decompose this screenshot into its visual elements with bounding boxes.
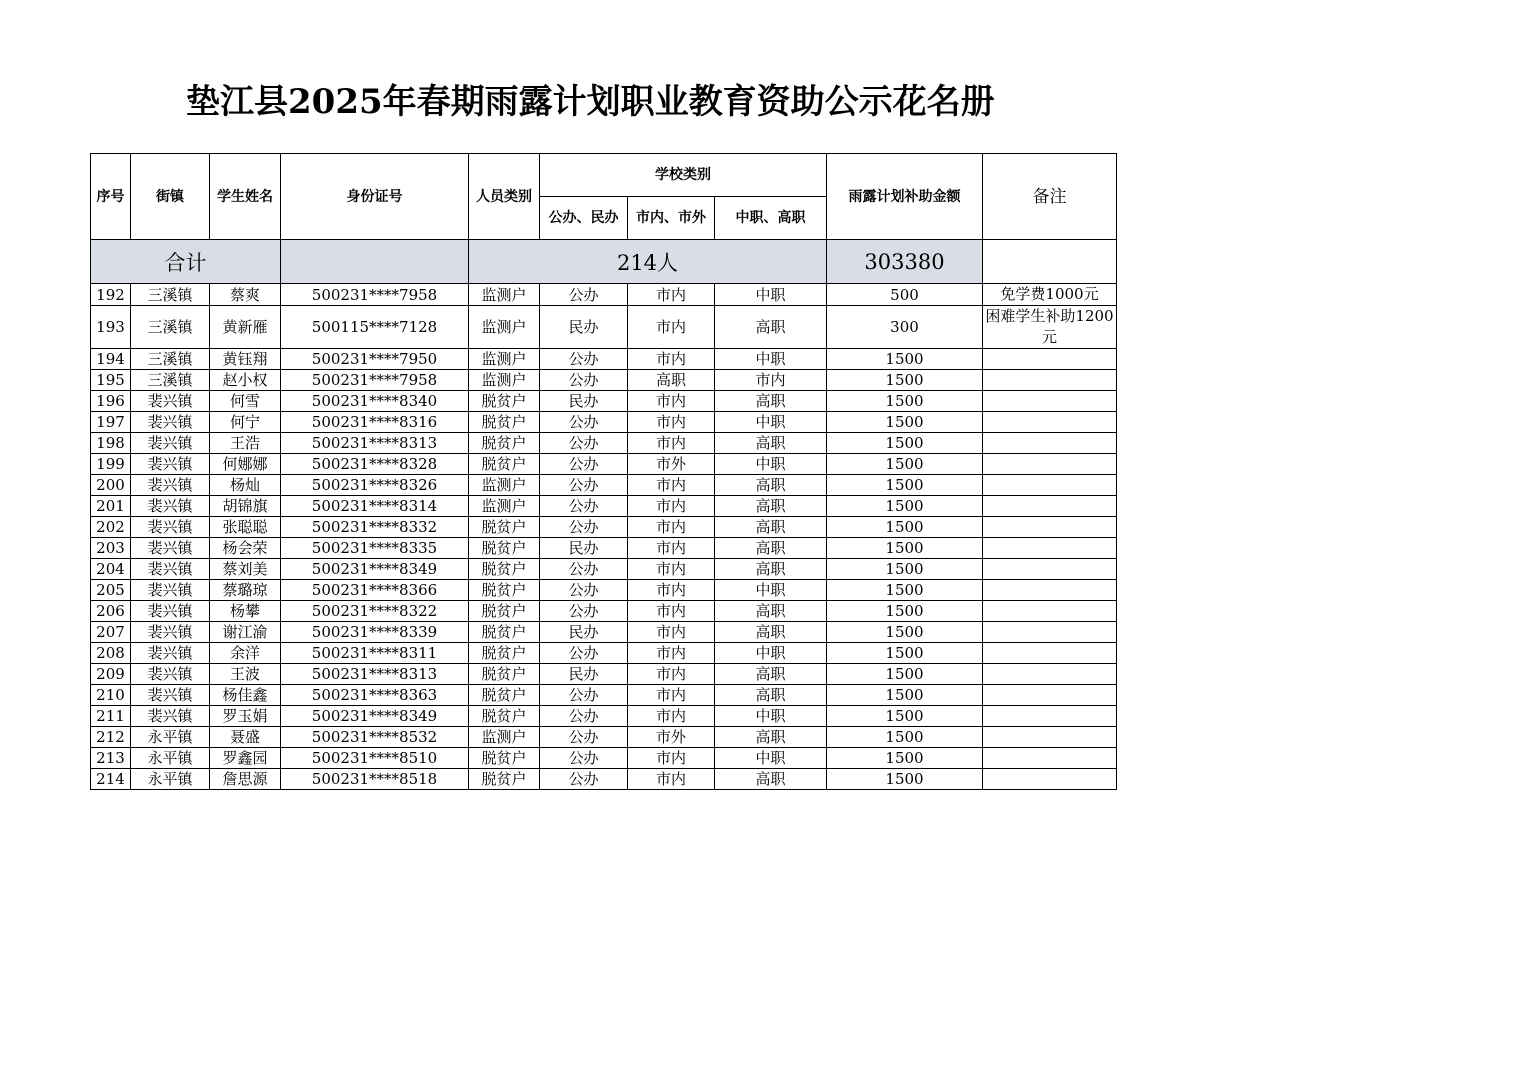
cell-amount: 1500 [827,748,983,769]
header-town: 街镇 [131,154,210,240]
cell-town: 裴兴镇 [131,538,210,559]
cell-school-level: 高职 [715,538,827,559]
cell-school-level: 高职 [715,306,827,349]
cell-amount: 1500 [827,685,983,706]
cell-school-level: 高职 [715,664,827,685]
header-school-ownership: 公办、民办 [540,197,628,240]
cell-remark [983,559,1117,580]
cell-amount: 1500 [827,769,983,790]
cell-remark [983,538,1117,559]
cell-person-type: 脱贫户 [469,538,540,559]
cell-amount: 1500 [827,496,983,517]
cell-id-number: 500231****8322 [281,601,469,622]
cell-person-type: 脱贫户 [469,412,540,433]
cell-school-location: 市内 [628,306,715,349]
cell-school-location: 高职 [628,370,715,391]
cell-town: 裴兴镇 [131,496,210,517]
cell-amount: 1500 [827,664,983,685]
cell-remark: 困难学生补助1200元 [983,306,1117,349]
cell-town: 裴兴镇 [131,580,210,601]
total-id-cell [281,240,469,284]
cell-school-ownership: 公办 [540,601,628,622]
table-row [91,517,1117,538]
cell-school-level: 中职 [715,454,827,475]
cell-student-name: 蔡爽 [210,284,281,306]
cell-school-level: 中职 [715,412,827,433]
table-row [91,412,1117,433]
table-row [91,475,1117,496]
cell-town: 三溪镇 [131,284,210,306]
table-row [91,580,1117,601]
cell-town: 裴兴镇 [131,706,210,727]
cell-school-level: 中职 [715,349,827,370]
cell-amount: 300 [827,306,983,349]
cell-remark [983,349,1117,370]
cell-person-type: 脱贫户 [469,580,540,601]
cell-student-name: 何娜娜 [210,454,281,475]
cell-school-location: 市内 [628,496,715,517]
header-person-type: 人员类别 [469,154,540,240]
cell-person-type: 脱贫户 [469,454,540,475]
table-header [91,154,1117,240]
cell-person-type: 脱贫户 [469,517,540,538]
cell-person-type: 脱贫户 [469,685,540,706]
cell-amount: 1500 [827,643,983,664]
cell-student-name: 蔡刘美 [210,559,281,580]
cell-town: 永平镇 [131,727,210,748]
cell-school-ownership: 公办 [540,412,628,433]
cell-seq: 207 [91,622,131,643]
cell-school-ownership: 公办 [540,748,628,769]
cell-person-type: 脱贫户 [469,601,540,622]
cell-remark [983,601,1117,622]
cell-school-ownership: 民办 [540,391,628,412]
cell-school-ownership: 民办 [540,306,628,349]
cell-student-name: 谢江渝 [210,622,281,643]
cell-id-number: 500231****8363 [281,685,469,706]
cell-person-type: 脱贫户 [469,643,540,664]
cell-amount: 500 [827,284,983,306]
cell-id-number: 500231****8328 [281,454,469,475]
cell-school-location: 市内 [628,664,715,685]
cell-school-location: 市内 [628,412,715,433]
cell-town: 裴兴镇 [131,517,210,538]
cell-town: 裴兴镇 [131,601,210,622]
total-section [91,240,1117,284]
cell-remark [983,454,1117,475]
table-row [91,391,1117,412]
cell-town: 裴兴镇 [131,559,210,580]
cell-town: 裴兴镇 [131,622,210,643]
cell-person-type: 脱贫户 [469,622,540,643]
cell-school-level: 高职 [715,496,827,517]
cell-amount: 1500 [827,538,983,559]
cell-student-name: 杨会荣 [210,538,281,559]
cell-amount: 1500 [827,475,983,496]
cell-person-type: 脱贫户 [469,664,540,685]
cell-student-name: 詹思源 [210,769,281,790]
cell-school-ownership: 公办 [540,706,628,727]
table-row [91,454,1117,475]
total-label: 合计 [91,240,281,284]
cell-remark [983,580,1117,601]
header-school-location: 市内、市外 [628,197,715,240]
cell-amount: 1500 [827,433,983,454]
cell-school-location: 市内 [628,517,715,538]
cell-school-ownership: 公办 [540,349,628,370]
cell-student-name: 黄钰翔 [210,349,281,370]
cell-seq: 204 [91,559,131,580]
header-remark: 备注 [983,154,1117,240]
cell-person-type: 脱贫户 [469,391,540,412]
cell-seq: 201 [91,496,131,517]
cell-remark [983,685,1117,706]
cell-seq: 197 [91,412,131,433]
table-row [91,433,1117,454]
cell-school-level: 市内 [715,370,827,391]
table-row [91,496,1117,517]
cell-student-name: 胡锦旗 [210,496,281,517]
table-row [91,622,1117,643]
cell-school-ownership: 公办 [540,370,628,391]
cell-school-ownership: 公办 [540,769,628,790]
total-row [91,240,1117,284]
cell-seq: 211 [91,706,131,727]
header-school-level: 中职、高职 [715,197,827,240]
cell-town: 三溪镇 [131,349,210,370]
cell-seq: 212 [91,727,131,748]
cell-id-number: 500231****7958 [281,370,469,391]
cell-school-location: 市内 [628,580,715,601]
cell-student-name: 余洋 [210,643,281,664]
cell-seq: 205 [91,580,131,601]
cell-seq: 195 [91,370,131,391]
total-amount: 303380 [827,240,983,284]
cell-school-level: 中职 [715,748,827,769]
cell-remark [983,643,1117,664]
header-student-name: 学生姓名 [210,154,281,240]
table-row [91,748,1117,769]
cell-remark [983,748,1117,769]
table-row [91,370,1117,391]
cell-student-name: 何宁 [210,412,281,433]
cell-school-level: 中职 [715,643,827,664]
cell-school-ownership: 公办 [540,643,628,664]
cell-town: 裴兴镇 [131,433,210,454]
cell-town: 裴兴镇 [131,412,210,433]
cell-seq: 203 [91,538,131,559]
cell-student-name: 何雪 [210,391,281,412]
cell-town: 永平镇 [131,748,210,769]
cell-remark [983,622,1117,643]
cell-school-level: 高职 [715,622,827,643]
cell-amount: 1500 [827,454,983,475]
cell-id-number: 500231****8332 [281,517,469,538]
cell-town: 裴兴镇 [131,391,210,412]
cell-student-name: 王波 [210,664,281,685]
cell-amount: 1500 [827,412,983,433]
cell-school-level: 中职 [715,284,827,306]
cell-town: 裴兴镇 [131,664,210,685]
cell-school-ownership: 公办 [540,496,628,517]
cell-remark [983,769,1117,790]
cell-seq: 198 [91,433,131,454]
cell-id-number: 500231****8326 [281,475,469,496]
cell-person-type: 脱贫户 [469,748,540,769]
cell-seq: 206 [91,601,131,622]
cell-id-number: 500231****8349 [281,706,469,727]
cell-school-location: 市内 [628,433,715,454]
cell-id-number: 500231****8313 [281,433,469,454]
cell-school-location: 市内 [628,685,715,706]
cell-id-number: 500115****7128 [281,306,469,349]
page-title: 垫江县2025年春期雨露计划职业教育资助公示花名册 [186,82,995,122]
cell-id-number: 500231****7958 [281,284,469,306]
cell-school-ownership: 公办 [540,433,628,454]
cell-school-location: 市外 [628,454,715,475]
table-row [91,538,1117,559]
cell-id-number: 500231****8340 [281,391,469,412]
cell-person-type: 监测户 [469,306,540,349]
cell-school-level: 高职 [715,475,827,496]
cell-student-name: 罗玉娟 [210,706,281,727]
cell-amount: 1500 [827,706,983,727]
cell-town: 裴兴镇 [131,685,210,706]
cell-amount: 1500 [827,622,983,643]
cell-remark [983,412,1117,433]
cell-student-name: 杨佳鑫 [210,685,281,706]
cell-seq: 194 [91,349,131,370]
cell-id-number: 500231****8311 [281,643,469,664]
cell-school-ownership: 公办 [540,727,628,748]
cell-person-type: 脱贫户 [469,769,540,790]
cell-student-name: 杨攀 [210,601,281,622]
cell-person-type: 监测户 [469,475,540,496]
cell-school-ownership: 公办 [540,559,628,580]
table-row [91,306,1117,349]
roster-table [90,153,1117,790]
cell-seq: 196 [91,391,131,412]
cell-school-location: 市内 [628,475,715,496]
cell-amount: 1500 [827,580,983,601]
cell-town: 三溪镇 [131,370,210,391]
cell-school-ownership: 公办 [540,580,628,601]
cell-person-type: 监测户 [469,727,540,748]
cell-seq: 202 [91,517,131,538]
cell-amount: 1500 [827,727,983,748]
header-school-type: 学校类别 [540,154,827,197]
cell-id-number: 500231****8349 [281,559,469,580]
cell-seq: 192 [91,284,131,306]
cell-student-name: 聂盛 [210,727,281,748]
cell-remark [983,517,1117,538]
cell-school-location: 市内 [628,769,715,790]
cell-school-location: 市内 [628,391,715,412]
cell-id-number: 500231****8510 [281,748,469,769]
cell-school-ownership: 公办 [540,685,628,706]
cell-amount: 1500 [827,601,983,622]
cell-person-type: 脱贫户 [469,706,540,727]
cell-town: 裴兴镇 [131,454,210,475]
cell-school-location: 市内 [628,601,715,622]
cell-amount: 1500 [827,391,983,412]
cell-remark: 免学费1000元 [983,284,1117,306]
cell-school-level: 高职 [715,391,827,412]
cell-amount: 1500 [827,349,983,370]
cell-id-number: 500231****8518 [281,769,469,790]
cell-school-ownership: 民办 [540,664,628,685]
cell-seq: 213 [91,748,131,769]
total-remark-cell [983,240,1117,284]
cell-school-location: 市内 [628,748,715,769]
cell-remark [983,370,1117,391]
cell-student-name: 王浩 [210,433,281,454]
cell-seq: 208 [91,643,131,664]
total-count: 214人 [469,240,827,284]
cell-person-type: 监测户 [469,349,540,370]
table-row [91,643,1117,664]
cell-person-type: 监测户 [469,370,540,391]
cell-town: 裴兴镇 [131,475,210,496]
cell-remark [983,727,1117,748]
cell-id-number: 500231****8313 [281,664,469,685]
cell-school-location: 市外 [628,727,715,748]
cell-seq: 200 [91,475,131,496]
cell-school-location: 市内 [628,559,715,580]
table-row [91,664,1117,685]
cell-remark [983,475,1117,496]
cell-amount: 1500 [827,370,983,391]
cell-seq: 214 [91,769,131,790]
cell-school-location: 市内 [628,643,715,664]
cell-id-number: 500231****8339 [281,622,469,643]
table-row [91,601,1117,622]
cell-school-level: 高职 [715,517,827,538]
cell-student-name: 杨灿 [210,475,281,496]
cell-seq: 209 [91,664,131,685]
cell-school-level: 高职 [715,727,827,748]
cell-school-level: 高职 [715,601,827,622]
cell-remark [983,391,1117,412]
cell-town: 裴兴镇 [131,643,210,664]
cell-school-level: 中职 [715,706,827,727]
table-row [91,706,1117,727]
cell-school-level: 中职 [715,580,827,601]
cell-id-number: 500231****7950 [281,349,469,370]
table-row [91,685,1117,706]
table-body [91,284,1117,790]
table-row [91,284,1117,306]
cell-amount: 1500 [827,517,983,538]
cell-school-level: 高职 [715,559,827,580]
cell-person-type: 监测户 [469,284,540,306]
cell-school-level: 高职 [715,685,827,706]
cell-school-location: 市内 [628,538,715,559]
cell-student-name: 张聪聪 [210,517,281,538]
cell-person-type: 监测户 [469,496,540,517]
table-row [91,349,1117,370]
cell-remark [983,496,1117,517]
cell-school-location: 市内 [628,622,715,643]
cell-id-number: 500231****8316 [281,412,469,433]
cell-school-location: 市内 [628,349,715,370]
cell-id-number: 500231****8314 [281,496,469,517]
table-row [91,559,1117,580]
cell-town: 永平镇 [131,769,210,790]
cell-remark [983,664,1117,685]
cell-seq: 210 [91,685,131,706]
cell-school-ownership: 公办 [540,517,628,538]
cell-person-type: 脱贫户 [469,433,540,454]
header-amount: 雨露计划补助金额 [827,154,983,240]
cell-town: 三溪镇 [131,306,210,349]
cell-student-name: 罗鑫园 [210,748,281,769]
cell-remark [983,706,1117,727]
cell-school-ownership: 公办 [540,475,628,496]
cell-student-name: 蔡璐琼 [210,580,281,601]
cell-amount: 1500 [827,559,983,580]
table-row [91,769,1117,790]
cell-school-level: 高职 [715,433,827,454]
cell-seq: 193 [91,306,131,349]
cell-school-location: 市内 [628,284,715,306]
cell-school-ownership: 公办 [540,454,628,475]
cell-school-ownership: 公办 [540,284,628,306]
cell-seq: 199 [91,454,131,475]
header-seq: 序号 [91,154,131,240]
cell-school-location: 市内 [628,706,715,727]
cell-student-name: 赵小权 [210,370,281,391]
cell-remark [983,433,1117,454]
cell-id-number: 500231****8335 [281,538,469,559]
cell-id-number: 500231****8532 [281,727,469,748]
cell-person-type: 脱贫户 [469,559,540,580]
cell-school-ownership: 民办 [540,622,628,643]
cell-student-name: 黄新雁 [210,306,281,349]
header-id-number: 身份证号 [281,154,469,240]
cell-school-level: 高职 [715,769,827,790]
cell-school-ownership: 民办 [540,538,628,559]
cell-id-number: 500231****8366 [281,580,469,601]
table-row [91,727,1117,748]
